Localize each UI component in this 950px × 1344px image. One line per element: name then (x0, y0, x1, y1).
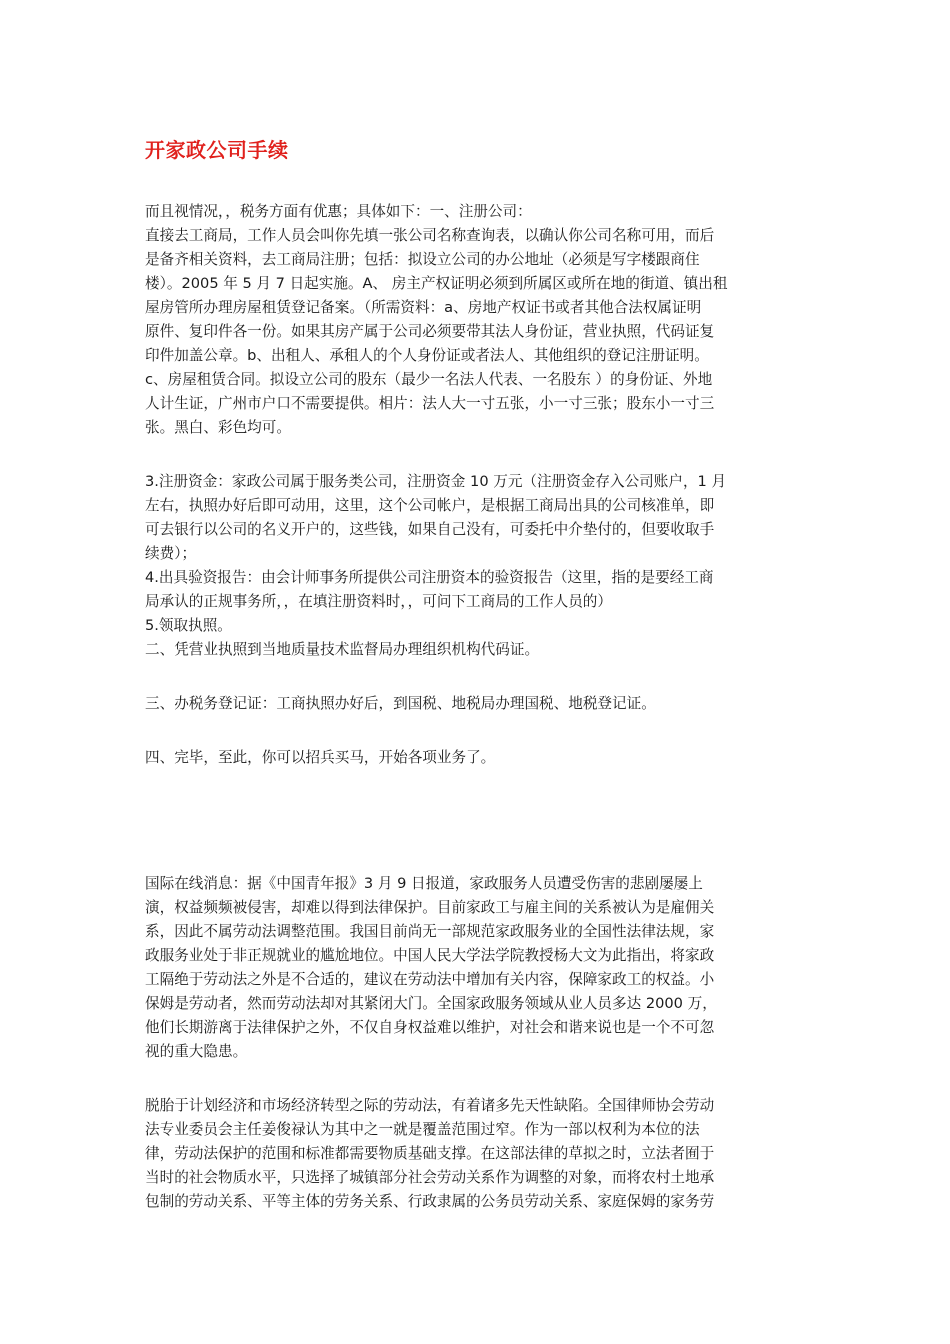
news-paragraph-1 (145, 872, 815, 1064)
text-line: 4.出具验资报告：由会计师事务所提供公司注册资本的验资报告（这里，指的是要经工商 (145, 569, 714, 586)
text-line: c、房屋租赁合同。拟设立公司的股东（最少一名法人代表、一名股东 ）的身份证、外地 (145, 371, 713, 388)
text-line: 脱胎于计划经济和市场经济转型之际的劳动法，有着诸多先天性缺陷。全国律师协会劳动 (145, 1097, 715, 1114)
text-line: 法专业委员会主任姜俊禄认为其中之一就是覆盖范围过窄。作为一部以权利为本位的法 (145, 1121, 700, 1138)
text-line: 可去银行以公司的名义开户的，这些钱，如果自己没有，可委托中介垫付的，但要收取手 (145, 521, 715, 538)
text-line: 左右，执照办好后即可动用，这里，这个公司帐户，是根据工商局出具的公司核准单，即 (145, 497, 715, 514)
text-line: 人计生证，广州市户口不需要提供。相片：法人大一寸五张，小一寸三张；股东小一寸三 (145, 395, 715, 412)
capital-and-license-paragraph (145, 470, 815, 662)
text-line: 原件、复印件各一份。如果其房产属于公司必须要带其法人身份证，营业执照，代码证复 (145, 323, 715, 340)
text-line: 直接去工商局，工作人员会叫你先填一张公司名称查询表，以确认你公司名称可用，而后 (145, 227, 715, 244)
text-line: 他们长期游离于法律保护之外，不仅自身权益难以维护，对社会和谐来说也是一个不可忽 (145, 1019, 715, 1036)
intro-paragraph (145, 200, 815, 440)
text-line: 国际在线消息：据《中国青年报》3 月 9 日报道，家政服务人员遭受伤害的悲剧屡屡上 (145, 875, 703, 892)
text-line: 当时的社会物质水平，只选择了城镇部分社会劳动关系作为调整的对象，而将农村土地承 (145, 1169, 715, 1186)
news-paragraph-2 (145, 1094, 815, 1214)
text-line: 张。黑白、彩色均可。 (145, 419, 291, 436)
text-line: 印件加盖公章。b、出租人、承租人的个人身份证或者法人、其他组织的登记注册证明。 (145, 347, 709, 364)
text-line: 政服务业处于非正规就业的尴尬地位。中国人民大学法学院教授杨大文为此指出，将家政 (145, 947, 715, 964)
text-line: 5.领取执照。 (145, 617, 232, 634)
text-line: 视的重大隐患。 (145, 1043, 248, 1060)
text-line: 3.注册资金：家政公司属于服务类公司，注册资金 10 万元（注册资金存入公司账户，1 月 (145, 473, 727, 490)
text-line: 而且视情况，，税务方面有优惠；具体如下：一、注册公司： (145, 203, 532, 220)
document-title: 开家政公司手续 (145, 138, 289, 162)
text-line: 保姆是劳动者，然而劳动法却对其紧闭大门。全国家政服务领域从业人员多达 2000 万， (145, 995, 717, 1012)
text-line: 工隔绝于劳动法之外是不合适的，建议在劳动法中增加有关内容，保障家政工的权益。小 (145, 971, 715, 988)
text-line: 系，因此不属劳动法调整范围。我国目前尚无一部规范家政服务业的全国性法律法规，家 (145, 923, 715, 940)
text-line: 续费）； (145, 545, 197, 562)
text-line: 二、凭营业执照到当地质量技术监督局办理组织机构代码证。 (145, 641, 540, 658)
tax-registration-line: 三、办税务登记证：工商执照办好后，到国税、地税局办理国税、地税登记证。 (145, 695, 656, 712)
text-line: 局承认的正规事务所，，在填注册资料时，，可问下工商局的工作人员的） (145, 593, 612, 610)
text-line: 是备齐相关资料，去工商局注册；包括：拟设立公司的办公地址（必须是写字楼跟商住 (145, 251, 700, 268)
text-line: 律，劳动法保护的范围和标准都需要物质基础支撑。在这部法律的草拟之时，立法者囿于 (145, 1145, 715, 1162)
completion-line: 四、完毕，至此，你可以招兵买马，开始各项业务了。 (145, 749, 496, 766)
registration-steps-section (145, 200, 815, 770)
text-line: 屋房管所办理房屋租赁登记备案。（所需资料：a、房地产权证书或者其他合法权属证明 (145, 299, 702, 316)
text-line: 演，权益频频被侵害，却难以得到法律保护。目前家政工与雇主间的关系被认为是雇佣关 (145, 899, 715, 916)
text-line: 楼）。2005 年 5 月 7 日起实施。A、 房主产权证明必须到所属区或所在地的街道、镇出租 (145, 275, 728, 292)
news-article-section (145, 872, 815, 1214)
text-line: 包制的劳动关系、平等主体的劳务关系、行政隶属的公务员劳动关系、家庭保姆的家务劳 (145, 1193, 715, 1210)
